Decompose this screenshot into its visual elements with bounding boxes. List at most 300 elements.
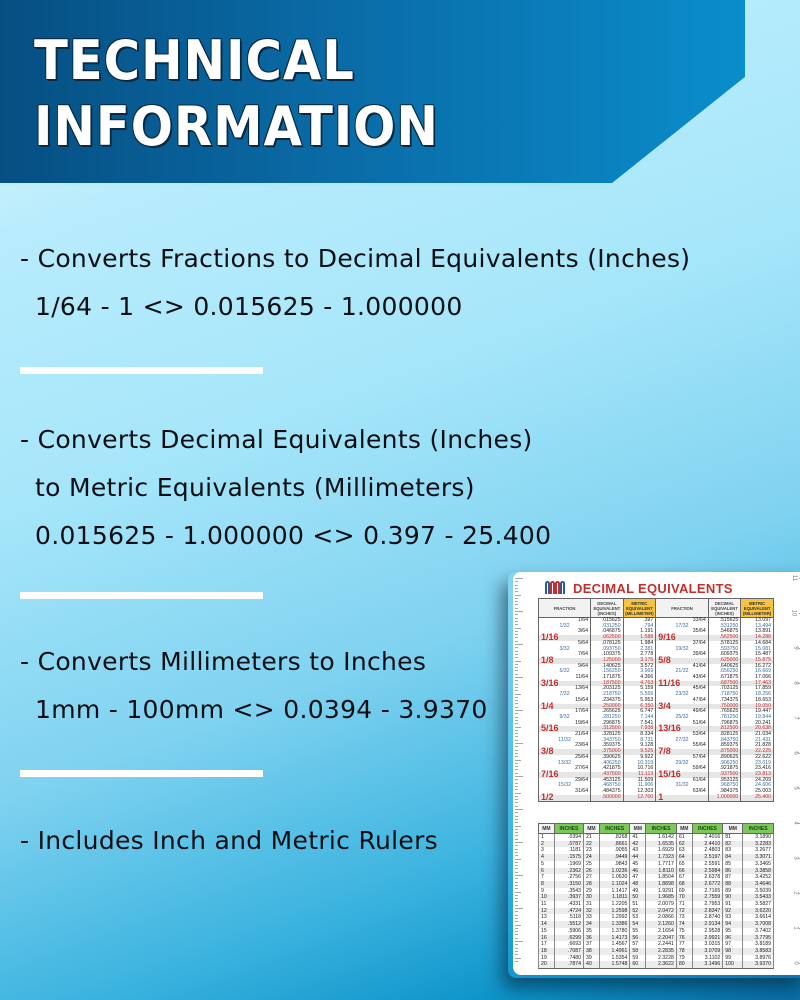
- mm-cell: 15: [539, 928, 555, 935]
- decimal-cell: .062500: [591, 635, 624, 641]
- decimal-cell: .609375: [708, 652, 741, 658]
- ruler-tick: [515, 793, 521, 794]
- inches-cell: 1.1811: [599, 894, 630, 901]
- ruler-tick: [515, 812, 518, 813]
- ruler-tick: [515, 657, 518, 658]
- ruler-tick: [515, 839, 518, 840]
- ruler-tick: [515, 581, 518, 582]
- ruler-tick: [515, 898, 518, 899]
- ruler-tick: [515, 618, 518, 619]
- ruler-tick: [515, 717, 518, 718]
- decimal-cell: .296875: [591, 721, 624, 727]
- fraction-cell: 23/32: [656, 692, 709, 698]
- mm-cell: 26: [584, 868, 600, 875]
- metric-cell: 5.953: [623, 698, 656, 704]
- table-row: [539, 888, 774, 895]
- header-fraction: FRACTION: [539, 599, 591, 618]
- ruler-tick: [515, 631, 518, 632]
- mm-cell: 18: [539, 948, 555, 955]
- decimal-cell: .515625: [708, 618, 741, 624]
- fraction-cell: 41/64: [656, 664, 709, 670]
- inches-cell: 2.1654: [646, 928, 677, 935]
- inches-cell: 3.3858: [743, 868, 774, 875]
- header-inches: INCHES: [743, 824, 774, 834]
- decimal-cell: .750000: [708, 704, 741, 710]
- ruler-label: 3: [792, 856, 799, 860]
- fraction-cell: 19/64: [539, 721, 591, 727]
- fraction-cell: 35/64: [656, 629, 709, 635]
- mm-cell: 100: [723, 961, 743, 968]
- feature-range: 1mm - 100mm <> 0.0394 - 3.9370: [35, 695, 488, 724]
- ruler-tick: [515, 661, 521, 662]
- decimal-cell: .359375: [591, 743, 624, 749]
- ruler-tick: [515, 819, 518, 820]
- ruler-tick: [515, 944, 518, 945]
- inches-cell: 3.0709: [692, 948, 723, 955]
- mm-cell: 30: [584, 894, 600, 901]
- decimal-cell: .250000: [591, 704, 624, 710]
- decimal-cell: .453125: [591, 778, 624, 784]
- mm-cell: 61: [676, 834, 692, 841]
- ruler-tick: [515, 604, 518, 605]
- inches-cell: 2.2441: [646, 941, 677, 948]
- table-row: [539, 941, 774, 948]
- table-row: [539, 854, 774, 861]
- mm-cell: 78: [676, 948, 692, 955]
- mm-cell: 81: [723, 834, 743, 841]
- metric-cell: 8.334: [623, 732, 656, 738]
- inches-cell: 2.0472: [646, 908, 677, 915]
- inches-cell: 1.4567: [599, 941, 630, 948]
- inches-cell: .2362: [554, 868, 583, 875]
- metric-cell: 24.209: [741, 778, 774, 784]
- mm-cell: 72: [676, 908, 692, 915]
- ruler-tick: [515, 703, 518, 704]
- fraction-cell: 9/32: [539, 715, 591, 721]
- mm-cell: 27: [584, 874, 600, 881]
- mm-cell: 54: [630, 921, 646, 928]
- mm-cell: 57: [630, 941, 646, 948]
- metric-cell: 17.859: [741, 686, 774, 692]
- table-row: [539, 874, 774, 881]
- fraction-cell: 3/64: [539, 629, 591, 635]
- metric-cell: 25.003: [741, 789, 774, 795]
- mm-cell: 84: [723, 854, 743, 861]
- inches-cell: 3.7402: [743, 928, 774, 935]
- ruler-tick: [515, 832, 518, 833]
- page-title-line-1: TECHNICAL: [34, 29, 355, 92]
- mm-cell: 1: [539, 834, 555, 841]
- decimal-cell: .281250: [591, 715, 624, 721]
- feature-mm-to-inches: [20, 638, 488, 734]
- ruler-label: 0: [792, 961, 799, 965]
- ruler-tick: [515, 700, 518, 701]
- decimal-cell: .718750: [708, 692, 741, 698]
- inches-cell: 2.4803: [692, 847, 723, 854]
- table-header-row: [539, 824, 774, 834]
- ruler-tick: [515, 901, 518, 902]
- ruler-tick: [515, 888, 518, 889]
- ruler-tick: [515, 855, 518, 856]
- inches-cell: 1.5748: [599, 961, 630, 968]
- mm-cell: 91: [723, 901, 743, 908]
- decimal-cell: .765625: [708, 709, 741, 715]
- decimal-cell: .078125: [591, 641, 624, 647]
- mm-to-inches-table: [538, 823, 774, 969]
- fraction-cell: 11/16: [656, 681, 709, 687]
- ruler-tick: [515, 621, 518, 622]
- ruler-tick: [515, 634, 518, 635]
- metric-cell: 9.128: [623, 743, 656, 749]
- mm-cell: 71: [676, 901, 692, 908]
- ruler-tick: [515, 601, 518, 602]
- ruler-tick: [515, 664, 518, 665]
- feature-range: 1/64 - 1 <> 0.015625 - 1.000000: [35, 292, 463, 321]
- mm-cell: 82: [723, 841, 743, 848]
- metric-cell: 13.494: [741, 624, 774, 630]
- inches-cell: 1.4173: [599, 935, 630, 942]
- metric-cell: 20.241: [741, 721, 774, 727]
- mm-cell: 33: [584, 914, 600, 921]
- mm-cell: 96: [723, 935, 743, 942]
- ruler-label: 10: [790, 609, 797, 617]
- inches-cell: 2.2047: [646, 935, 677, 942]
- fraction-cell: 53/64: [656, 732, 709, 738]
- ruler-tick: [515, 707, 518, 708]
- ruler-tick: [515, 948, 518, 949]
- mm-cell: 89: [723, 888, 743, 895]
- feature-decimal-to-metric: [20, 416, 551, 560]
- ruler-tick: [515, 816, 518, 817]
- inches-cell: 1.0236: [599, 868, 630, 875]
- mm-cell: 62: [676, 841, 692, 848]
- metric-cell: 13.097: [741, 618, 774, 624]
- ruler-tick: [515, 727, 521, 728]
- inches-cell: 1.8110: [646, 868, 677, 875]
- inches-cell: .7087: [554, 948, 583, 955]
- ruler-label: 6: [792, 751, 799, 755]
- ruler-tick: [515, 954, 518, 955]
- decimal-cell: .421875: [591, 766, 624, 772]
- ruler-tick: [515, 667, 518, 668]
- ruler-tick: [515, 892, 521, 893]
- ruler-label: 9: [792, 646, 799, 650]
- ruler-tick: [515, 756, 518, 757]
- decimal-cell: .406250: [591, 761, 624, 767]
- decimal-cell: .968750: [708, 783, 741, 789]
- feature-heading: - Converts Millimeters to Inches: [20, 647, 427, 676]
- inches-cell: 1.3780: [599, 928, 630, 935]
- ruler-tick: [515, 872, 518, 873]
- ruler-tick: [515, 637, 518, 638]
- ruler-tick: [515, 931, 518, 932]
- ruler-tick: [515, 624, 518, 625]
- mm-cell: 99: [723, 955, 743, 962]
- ruler-tick: [515, 849, 518, 850]
- inches-cell: 1.9291: [646, 888, 677, 895]
- metric-cell: 3.175: [623, 658, 656, 664]
- ruler-tick: [515, 710, 523, 711]
- metric-cell: 6.350: [623, 704, 656, 710]
- header-decimal: DECIMAL EQUIVALENT (INCHES): [708, 599, 741, 618]
- mm-cell: 48: [630, 881, 646, 888]
- mm-cell: 4: [539, 854, 555, 861]
- fraction-cell: 43/64: [656, 675, 709, 681]
- fraction-cell: 47/64: [656, 698, 709, 704]
- ruler-tick: [515, 921, 518, 922]
- decimal-cell: .468750: [591, 783, 624, 789]
- feature-heading: - Converts Fractions to Decimal Equivalents (Inches): [20, 244, 691, 273]
- decimal-cell: .890625: [708, 755, 741, 761]
- inches-cell: 1.2205: [599, 901, 630, 908]
- ruler-tick: [515, 918, 518, 919]
- inches-cell: .0787: [554, 841, 583, 848]
- ruler-tick: [515, 852, 518, 853]
- decimal-cell: .171875: [591, 675, 624, 681]
- metric-cell: 19.050: [741, 704, 774, 710]
- inches-cell: 1.7717: [646, 861, 677, 868]
- mm-cell: 86: [723, 868, 743, 875]
- mm-cell: 59: [630, 955, 646, 962]
- mm-cell: 90: [723, 894, 743, 901]
- header-mm: MM: [584, 824, 600, 834]
- metric-cell: 3.572: [623, 664, 656, 670]
- ruler-tick: [515, 911, 518, 912]
- ruler-tick: [515, 875, 523, 876]
- fraction-cell: 21/64: [539, 732, 591, 738]
- ruler-tick: [515, 773, 518, 774]
- decimal-cell: .218750: [591, 692, 624, 698]
- mm-cell: 9: [539, 888, 555, 895]
- decimal-cell: .484375: [591, 789, 624, 795]
- fraction-cell: 7/16: [539, 772, 591, 778]
- mm-cell: 65: [676, 861, 692, 868]
- fraction-cell: 1/8: [539, 658, 591, 664]
- inches-cell: .5118: [554, 914, 583, 921]
- fraction-cell: 57/64: [656, 755, 709, 761]
- decimal-cell: .640625: [708, 664, 741, 670]
- metric-cell: 4.366: [623, 675, 656, 681]
- decimal-cell: .390625: [591, 755, 624, 761]
- fraction-cell: 27/32: [656, 738, 709, 744]
- metric-cell: 17.463: [741, 681, 774, 687]
- fraction-cell: 21/32: [656, 669, 709, 675]
- mm-cell: 14: [539, 921, 555, 928]
- mm-cell: 77: [676, 941, 692, 948]
- fraction-cell: 17/32: [656, 624, 709, 630]
- ruler-tick: [515, 806, 518, 807]
- decimal-cell: .656250: [708, 669, 741, 675]
- fraction-cell: 29/32: [656, 761, 709, 767]
- fraction-cell: 9/64: [539, 664, 591, 670]
- inches-cell: 3.1102: [692, 955, 723, 962]
- fraction-cell: 19/32: [656, 647, 709, 653]
- inches-cell: .7480: [554, 955, 583, 962]
- fraction-cell: 5/8: [656, 658, 709, 664]
- metric-cell: 15.875: [741, 658, 774, 664]
- metric-cell: 12.303: [623, 789, 656, 795]
- inches-cell: .3543: [554, 888, 583, 895]
- metric-cell: 5.159: [623, 686, 656, 692]
- inches-cell: 2.3622: [646, 961, 677, 968]
- table-row: [539, 914, 774, 921]
- table-row: [539, 868, 774, 875]
- ruler-tick: [515, 908, 523, 909]
- mm-cell: 38: [584, 948, 600, 955]
- inches-cell: .0394: [554, 834, 583, 841]
- inches-cell: 1.4961: [599, 948, 630, 955]
- ruler-tick: [515, 760, 521, 761]
- ruler-tick: [515, 694, 521, 695]
- ruler-tick: [515, 845, 518, 846]
- inches-cell: .5512: [554, 921, 583, 928]
- metric-cell: 15.487: [741, 652, 774, 658]
- metric-cell: 7.938: [623, 726, 656, 732]
- mm-cell: 69: [676, 888, 692, 895]
- fraction-cell: 1/2: [539, 795, 591, 801]
- decimal-cell: .703125: [708, 686, 741, 692]
- fraction-cell: 45/64: [656, 686, 709, 692]
- header-fraction: FRACTION: [656, 599, 709, 618]
- metric-cell: 10.319: [623, 761, 656, 767]
- decimal-cell: .031250: [591, 624, 624, 630]
- decimal-cell: .578125: [708, 641, 741, 647]
- fraction-cell: 11/32: [539, 738, 591, 744]
- header-metric: METRIC EQUIVALENT (MILLIMETER): [623, 599, 656, 618]
- ruler-tick: [515, 878, 518, 879]
- inches-cell: 2.4410: [692, 841, 723, 848]
- metric-cell: 3.969: [623, 669, 656, 675]
- fraction-cell: 31/64: [539, 789, 591, 795]
- ruler-tick: [515, 779, 518, 780]
- metric-cell: 21.034: [741, 732, 774, 738]
- decimal-cell: .187500: [591, 681, 624, 687]
- inches-cell: 2.5197: [692, 854, 723, 861]
- header-mm: MM: [539, 824, 555, 834]
- inches-cell: 1.8504: [646, 874, 677, 881]
- fraction-cell: 3/4: [656, 704, 709, 710]
- metric-cell: 15.081: [741, 647, 774, 653]
- inches-cell: 3.3071: [743, 854, 774, 861]
- ruler-tick: [515, 753, 518, 754]
- mm-cell: 74: [676, 921, 692, 928]
- decimal-cell: .015625: [591, 618, 624, 624]
- inches-cell: 2.9134: [692, 921, 723, 928]
- card-header: [545, 578, 733, 598]
- mm-cell: 19: [539, 955, 555, 962]
- inches-cell: 3.3465: [743, 861, 774, 868]
- metric-ruler: [515, 578, 529, 968]
- fraction-cell: 49/64: [656, 709, 709, 715]
- inch-ruler: [783, 574, 800, 968]
- fraction-cell: 27/64: [539, 766, 591, 772]
- fraction-cell: 7/8: [656, 749, 709, 755]
- fraction-cell: 25/32: [656, 715, 709, 721]
- mm-cell: 17: [539, 941, 555, 948]
- mm-cell: 85: [723, 861, 743, 868]
- mm-cell: 97: [723, 941, 743, 948]
- decimal-cell: .343750: [591, 738, 624, 744]
- metric-cell: 25.400: [741, 795, 774, 801]
- decimal-cell: .312500: [591, 726, 624, 732]
- ruler-tick: [515, 677, 523, 678]
- header-inches: INCHES: [599, 824, 630, 834]
- inches-cell: .6299: [554, 935, 583, 942]
- mm-cell: 28: [584, 881, 600, 888]
- ruler-tick: [515, 928, 518, 929]
- ruler-label: 11: [790, 574, 797, 582]
- mm-cell: 80: [676, 961, 692, 968]
- ruler-tick: [515, 789, 518, 790]
- inches-cell: 2.4016: [692, 834, 723, 841]
- decimal-cell: .593750: [708, 647, 741, 653]
- metric-cell: 21.431: [741, 738, 774, 744]
- ruler-tick: [515, 938, 518, 939]
- ruler-tick: [515, 809, 523, 810]
- mm-cell: 64: [676, 854, 692, 861]
- ruler-label: 4: [792, 821, 799, 825]
- inches-cell: .1969: [554, 861, 583, 868]
- ruler-tick: [515, 598, 518, 599]
- metric-cell: 11.906: [623, 783, 656, 789]
- fraction-cell: 3/16: [539, 681, 591, 687]
- mm-cell: 35: [584, 928, 600, 935]
- ruler-tick: [515, 822, 518, 823]
- mm-cell: 70: [676, 894, 692, 901]
- metric-cell: 2.778: [623, 652, 656, 658]
- inches-cell: 2.7165: [692, 888, 723, 895]
- ruler-tick: [515, 835, 518, 836]
- decimal-cell: .734375: [708, 698, 741, 704]
- decimal-cell: .109375: [591, 652, 624, 658]
- mm-cell: 32: [584, 908, 600, 915]
- metric-cell: 7.144: [623, 715, 656, 721]
- inches-cell: 3.8189: [743, 941, 774, 948]
- ruler-tick: [515, 865, 518, 866]
- mm-cell: 16: [539, 935, 555, 942]
- inches-cell: 2.7559: [692, 894, 723, 901]
- mm-cell: 23: [584, 847, 600, 854]
- ruler-tick: [515, 786, 518, 787]
- inches-cell: 1.9685: [646, 894, 677, 901]
- ruler-tick: [515, 644, 523, 645]
- inches-cell: 3.7795: [743, 935, 774, 942]
- mm-cell: 7: [539, 874, 555, 881]
- table-row: [539, 921, 774, 928]
- ruler-tick: [515, 925, 521, 926]
- mm-cell: 34: [584, 921, 600, 928]
- mm-cell: 79: [676, 955, 692, 962]
- inches-cell: 1.7323: [646, 854, 677, 861]
- ruler-tick: [515, 895, 518, 896]
- section-divider: [20, 592, 263, 599]
- mm-cell: 42: [630, 841, 646, 848]
- mm-cell: 5: [539, 861, 555, 868]
- inches-cell: 1.8898: [646, 881, 677, 888]
- mm-cell: 50: [630, 894, 646, 901]
- inches-cell: 3.2677: [743, 847, 774, 854]
- header-inches: INCHES: [554, 824, 583, 834]
- metric-cell: 10.716: [623, 766, 656, 772]
- mm-cell: 10: [539, 894, 555, 901]
- metric-cell: .397: [623, 618, 656, 624]
- metric-cell: 22.225: [741, 749, 774, 755]
- mm-cell: 94: [723, 921, 743, 928]
- decimal-cell: .671875: [708, 675, 741, 681]
- decimal-cell: .921875: [708, 766, 741, 772]
- section-divider: [20, 770, 263, 777]
- table-row: [539, 861, 774, 868]
